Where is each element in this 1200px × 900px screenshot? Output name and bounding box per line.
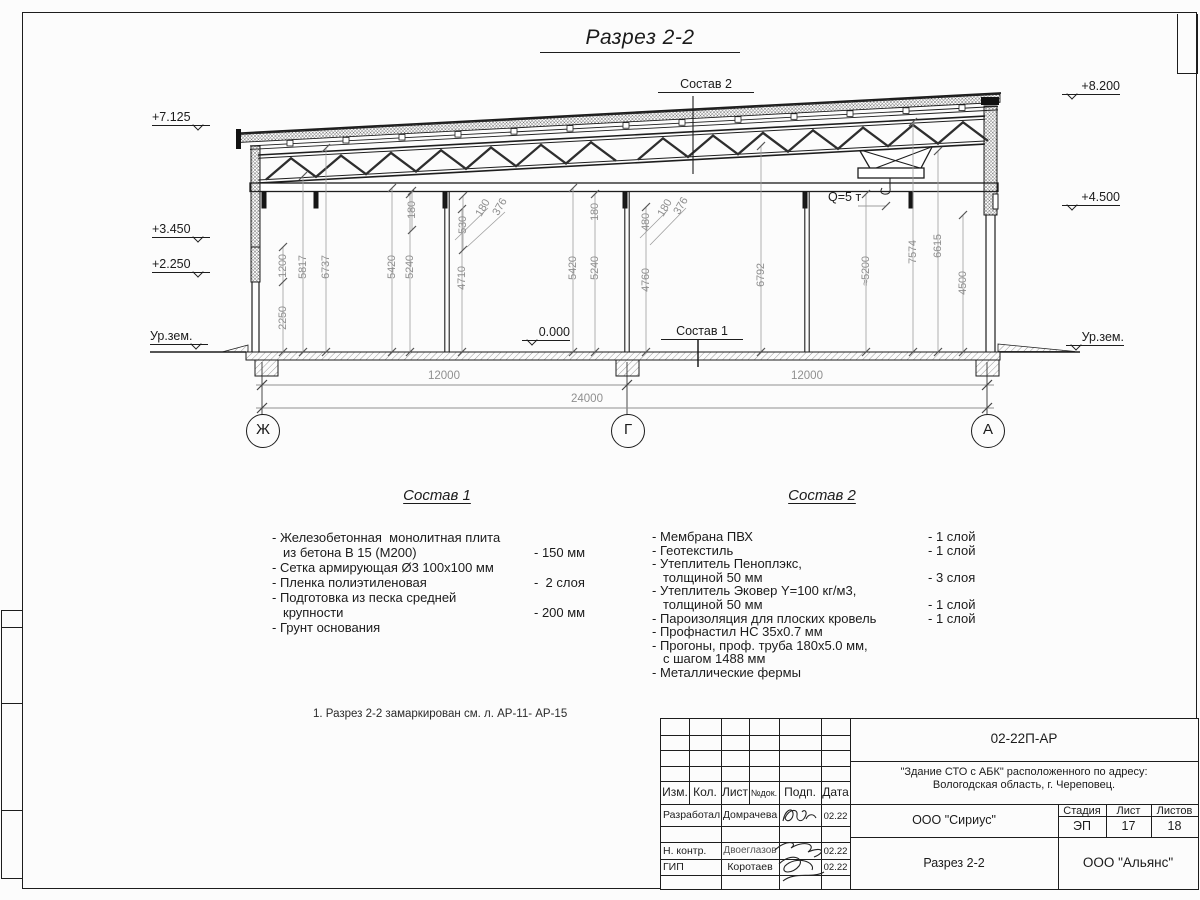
doc-number: 02-22П-АР xyxy=(990,731,1058,746)
callout-label: Q=5 т xyxy=(828,190,862,204)
view-title: Разрез 2-2 xyxy=(540,26,740,53)
dimension-label: 4760 xyxy=(640,268,652,292)
sheets-value: 18 xyxy=(1167,819,1182,833)
date-developer: 02.22 xyxy=(823,811,848,822)
callout-label: Состав 2 xyxy=(658,77,754,93)
contractor-org: ООО "Альянс" xyxy=(1082,855,1174,870)
side-box xyxy=(1,703,23,812)
sheet-value: 17 xyxy=(1121,819,1136,833)
signature-developer xyxy=(779,805,821,826)
dimension-label: 376 xyxy=(671,195,691,217)
dimension-label: 180 xyxy=(655,197,675,219)
dimension-label: 5420 xyxy=(386,255,398,279)
role-ncontrol: Н. контр. xyxy=(663,845,707,857)
list-item: - Мембрана ПВХ - 1 слой xyxy=(652,529,976,544)
dimension-label: 5240 xyxy=(589,256,601,280)
design-org: ООО "Сириус" xyxy=(912,813,996,827)
date-ncontrol: 02.22 xyxy=(823,846,848,857)
list-item: - Сетка армирующая Ø3 100x100 мм xyxy=(272,560,494,575)
elevation-mark: Ур.зем. xyxy=(150,329,208,345)
dimension-label: 376 xyxy=(490,196,510,218)
list-item: - Прогоны, проф. труба 180x5.0 мм, xyxy=(652,637,868,653)
composition-list-1 xyxy=(272,487,602,635)
side-box xyxy=(1,810,23,879)
dimension-label: 5817 xyxy=(297,255,309,279)
dimension-label: 2250 xyxy=(277,306,289,330)
list-item: толщиной 50 мм - 1 слой xyxy=(663,596,976,612)
name-gip: Коротаев xyxy=(727,861,773,873)
project-address-2: Вологодская область, г. Череповец. xyxy=(932,779,1116,791)
name-developer: Домрачева xyxy=(722,809,778,821)
side-box xyxy=(1,627,23,705)
dimension-label: ≈5200 xyxy=(860,256,872,286)
dimension-label: 6792 xyxy=(755,263,767,287)
list-item: - Подготовка из песка средней xyxy=(272,590,457,605)
signature-gip xyxy=(769,838,833,888)
col-podp: Подп. xyxy=(784,785,816,799)
role-developer: Разработал xyxy=(663,809,720,821)
role-gip: ГИП xyxy=(663,861,684,873)
dimension-label: 180 xyxy=(406,201,418,219)
col-list: Лист xyxy=(721,785,749,799)
dimension-label: 5420 xyxy=(567,256,579,280)
span-dimension-label: 12000 xyxy=(791,370,823,382)
sheets-label: Листов xyxy=(1156,805,1193,817)
list-item: толщиной 50 мм - 3 слоя xyxy=(663,569,976,585)
axis-bubble: Ж xyxy=(246,414,280,448)
axis-bubble: Г xyxy=(611,414,645,448)
list-item: - Утеплитель Пеноплэкс, xyxy=(652,556,802,572)
dimension-label: 4710 xyxy=(456,266,468,290)
sheet-title: Разрез 2-2 xyxy=(923,856,985,870)
dimension-label: 480 xyxy=(640,213,652,231)
composition-1-heading: Состав 1 xyxy=(403,487,471,504)
composition-2-heading: Состав 2 xyxy=(788,487,856,504)
list-item: - Утеплитель Эковер Y=100 кг/м3, xyxy=(652,583,857,599)
dimension-label: 6737 xyxy=(320,255,332,279)
col-data: Дата xyxy=(822,785,849,799)
elevation-mark: +2.250 xyxy=(152,257,210,273)
col-ndok: №док. xyxy=(750,788,778,798)
elevation-mark: +3.450 xyxy=(152,222,210,238)
elevation-mark: Ур.зем. xyxy=(1066,330,1124,346)
sheet-label: Лист xyxy=(1116,805,1141,817)
list-item: - Профнастил НС 35x0.7 мм xyxy=(652,624,823,640)
elevation-mark: 0.000 xyxy=(522,325,570,341)
list-item: - Пленка полиэтиленовая - 2 слоя xyxy=(272,575,585,590)
composition-list-2 xyxy=(652,487,992,680)
date-gip: 02.22 xyxy=(823,862,848,873)
title-block xyxy=(660,718,1199,890)
list-item: - Геотекстиль - 1 слой xyxy=(652,542,976,558)
span-dimension-label: 12000 xyxy=(428,370,460,382)
list-item: крупности - 200 мм xyxy=(283,605,586,620)
list-item: из бетона В 15 (М200) - 150 мм xyxy=(283,545,586,560)
col-izm: Изм. xyxy=(662,785,688,799)
dimension-label: 7574 xyxy=(907,240,919,264)
list-item: - Железобетонная монолитная плита xyxy=(272,530,501,545)
elevation-mark: +4.500 xyxy=(1062,190,1120,206)
note: 1. Разрез 2-2 замаркирован см. л. АР-11- АР-15 xyxy=(313,708,568,720)
col-kol: Кол. xyxy=(693,785,717,799)
stage-value: ЭП xyxy=(1073,819,1091,833)
span-dimension-label: 24000 xyxy=(571,393,603,405)
list-item: с шагом 1488 мм xyxy=(663,651,766,667)
elevation-mark: +8.200 xyxy=(1062,79,1120,95)
elevation-mark: +7.125 xyxy=(152,110,210,126)
name-ncontrol: Двоеглазов xyxy=(723,845,777,856)
stage-label: Стадия xyxy=(1063,805,1101,817)
list-item: - Пароизоляция для плоских кровель - 1 слой xyxy=(652,610,976,626)
dimension-label: 180 xyxy=(473,197,493,219)
axis-bubble: А xyxy=(971,414,1005,448)
dimension-label: 4500 xyxy=(957,271,969,295)
list-item: - Грунт основания xyxy=(272,620,381,635)
dimension-label: 6615 xyxy=(932,234,944,258)
list-item: - Металлические фермы xyxy=(652,664,801,680)
callout-label: Состав 1 xyxy=(661,324,743,340)
dimension-label: 1200 xyxy=(277,254,289,278)
dimension-label: 530 xyxy=(457,216,469,234)
project-address-1: "Здание СТО с АБК" расположенного по адресу: xyxy=(900,766,1148,778)
dimension-label: 180 xyxy=(589,203,601,221)
dimension-label: 5240 xyxy=(404,255,416,279)
